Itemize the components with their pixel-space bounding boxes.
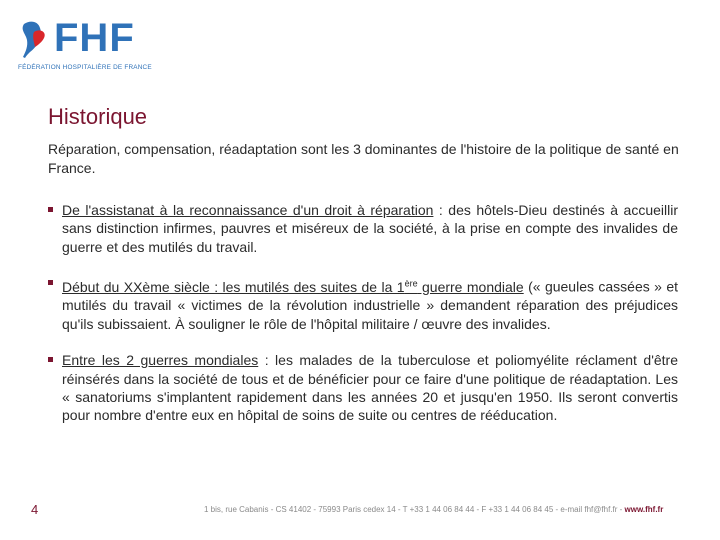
logo-wordmark: FHF	[54, 16, 135, 60]
page-number: 4	[31, 502, 39, 517]
bullet-text: (« gueules cassées » et mutilés du travail « victimes de la révolution industrielle » demandent réparation des préjudices qu'ils subissaient. À souligner le rôle de l'hôpital militaire / œuvre des invalides.	[62, 278, 679, 332]
bullet-marker-icon	[48, 280, 53, 285]
footer-address: 1 bis, rue Cabanis - CS 41402 - 75993 Paris cedex 14 - T +33 1 44 06 84 44 - F +33 1 44 06 84 45 - e-mail fhf@fhf.fr -	[204, 505, 625, 514]
slide-title: Historique	[48, 104, 148, 129]
bullet-lead-part: Début du XXème siècle : les mutilés des suites de la 1	[62, 278, 405, 295]
bullet-item	[48, 274, 678, 333]
bullet-text: : des hôtels-Dieu destinés à accueillir sans distinction infirmes, pauvres et miséreux de la société, à la prise en compte des invalides de guerre et des mutilés du travail.	[62, 202, 678, 255]
bullet-item	[48, 351, 678, 425]
bullet-marker-icon	[48, 357, 53, 362]
fhf-logo-mark	[16, 18, 56, 60]
bullet-lead-part: guerre mondiale	[417, 278, 524, 295]
bullet-lead: De l'assistanat à la reconnaissance d'un droit à réparation	[62, 202, 434, 218]
bullet-item	[48, 201, 678, 256]
footer-contact	[204, 505, 663, 514]
bullet-lead	[62, 279, 524, 295]
bullet-text: : les malades de la tuberculose et poliomyélite réclament d'être réinsérés dans la société de tous et de bénéficier pour ce faire d'une politique de réadaptation. Les « sanatoriums s'implantent rapidement dans les années 20 et jusqu'en 1950. Ils seront convertis pour nombre d'entre eux en hôpital de soins de suite ou centres de rééducation.	[62, 352, 678, 424]
bullet-lead-superscript: ère	[404, 278, 418, 289]
bullet-lead: Entre les 2 guerres mondiales	[62, 352, 259, 369]
logo-subtitle: FÉDÉRATION HOSPITALIÈRE DE FRANCE	[18, 64, 152, 71]
footer-url-link[interactable]: www.fhf.fr	[624, 505, 664, 514]
bullet-list	[48, 201, 678, 425]
bullet-marker-icon	[48, 207, 53, 212]
slide-intro: Réparation, compensation, réadaptation sont les 3 dominantes de l'histoire de la politique de santé en France.	[48, 141, 679, 176]
fhf-logo	[16, 16, 152, 74]
